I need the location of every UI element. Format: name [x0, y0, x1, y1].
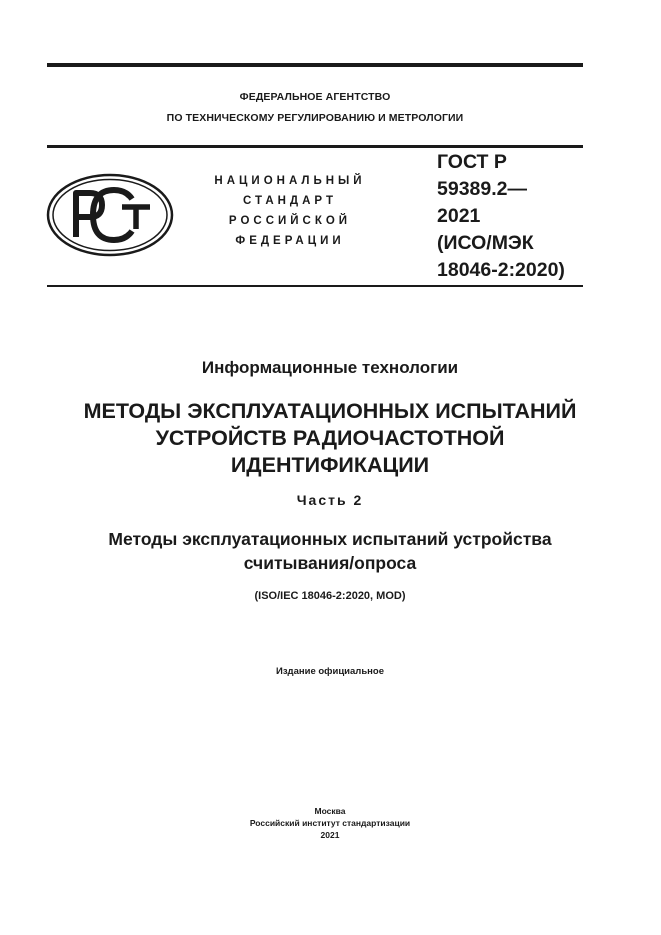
publisher-institute: Российский институт стандартизации [249, 818, 411, 828]
header-rule [47, 145, 583, 148]
document-title [30, 398, 630, 479]
gost-r-certification-mark-icon [46, 173, 174, 257]
designation-line: 59389.2— [437, 178, 527, 200]
document-topic: Информационные технологии [201, 358, 459, 377]
part-number: Часть 2 [296, 492, 364, 508]
national-standard-line: СТАНДАРТ [243, 195, 337, 207]
national-standard-label [190, 171, 390, 251]
national-standard-line: НАЦИОНАЛЬНЫЙ [214, 175, 366, 187]
title-line: УСТРОЙСТВ РАДИОЧАСТОТНОЙ [155, 426, 505, 450]
national-standard-line: РОССИЙСКОЙ [228, 215, 352, 227]
header-bottom-rule [47, 285, 583, 287]
top-rule [47, 63, 583, 67]
standard-designation [437, 149, 587, 284]
national-standard-line: ФЕДЕРАЦИИ [235, 235, 345, 247]
publisher-city: Москва [314, 806, 346, 816]
document-subtitle [30, 527, 630, 575]
title-line: ИДЕНТИФИКАЦИИ [230, 453, 430, 477]
subtitle-line: считывания/опроса [243, 553, 417, 573]
designation-line: 18046-2:2020) [437, 259, 565, 281]
designation-line: ГОСТ Р [437, 151, 507, 173]
publication-year: 2021 [320, 830, 340, 840]
subtitle-line: Методы эксплуатационных испытаний устройства [108, 529, 552, 549]
publisher-block [30, 805, 630, 841]
title-line: МЕТОДЫ ЭКСПЛУАТАЦИОННЫХ ИСПЫТАНИЙ [83, 399, 577, 423]
agency-name-line1: ФЕДЕРАЛЬНОЕ АГЕНТСТВО [239, 91, 391, 103]
agency-name-line2: ПО ТЕХНИЧЕСКОМУ РЕГУЛИРОВАНИЮ И МЕТРОЛОГИИ [166, 112, 464, 124]
iso-reference: (ISO/IEC 18046-2:2020, MOD) [254, 590, 406, 602]
designation-line: 2021 [437, 205, 481, 227]
edition-label: Издание официальное [276, 666, 384, 677]
designation-line: (ИСО/МЭК [437, 232, 534, 254]
